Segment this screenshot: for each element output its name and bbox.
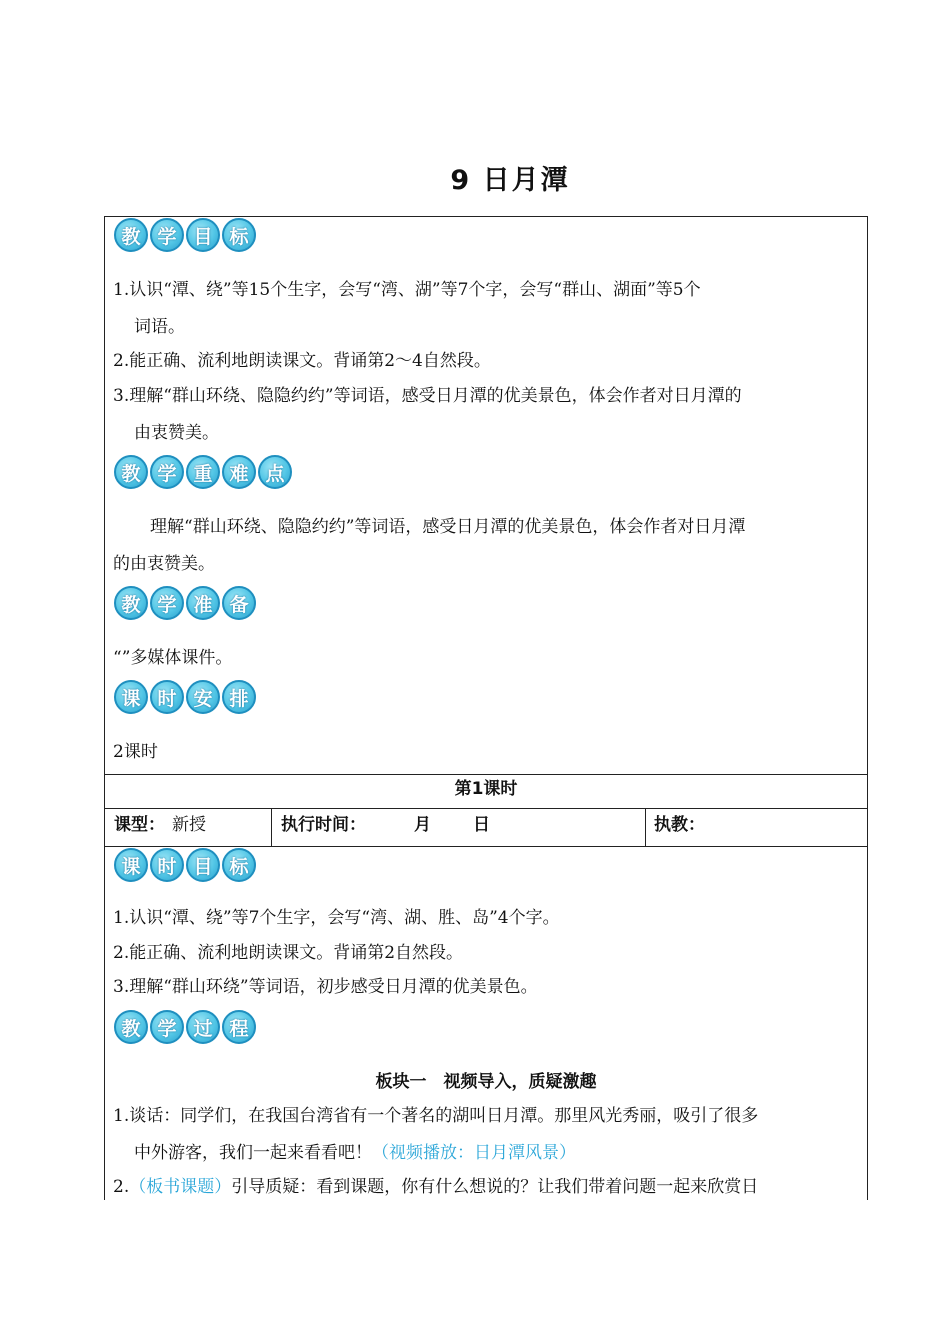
- prep-heading-badge: 教 学 准 备: [114, 586, 256, 622]
- board-note: （板书课题）: [129, 1177, 232, 1197]
- lesson-goal-item: 2.能正确、流利地朗读课文。背诵第2自然段。: [113, 943, 464, 963]
- divider: [271, 808, 272, 846]
- process-heading-badge: 教 学 过 程: [114, 1010, 256, 1046]
- schedule-heading-badge: 课 时 安 排: [114, 680, 256, 716]
- divider: [104, 846, 868, 847]
- goal-item-cont: 词语。: [134, 317, 185, 337]
- video-note: （视频播放：日月潭风景）: [372, 1143, 576, 1163]
- lesson-goals-heading-badge: 课 时 目 标: [114, 848, 256, 884]
- divider: [645, 808, 646, 846]
- schedule-text: 2课时: [113, 742, 158, 762]
- prep-text: “”多媒体课件。: [113, 648, 233, 668]
- process-step: 1.谈话：同学们，在我国台湾省有一个著名的湖叫日月潭。那里风光秀丽，吸引了很多: [113, 1106, 759, 1126]
- lesson-type-label: 课型：: [114, 815, 165, 835]
- process-step: 2.（板书课题）引导质疑：看到课题，你有什么想说的？让我们带着问题一起来欣赏日: [113, 1177, 759, 1197]
- process-step-cont: 中外游客，我们一起来看看吧！（视频播放：日月潭风景）: [134, 1143, 576, 1163]
- goals-heading-badge: 教 学 目 标: [114, 218, 256, 254]
- lesson-type-value: 新授: [172, 815, 206, 835]
- goal-item: 1.认识“潭、绕”等15个生字，会写“湾、湖”等7个字，会写“群山、湖面”等5个: [113, 280, 701, 300]
- page-title: 9 日月潭: [450, 165, 570, 196]
- keypoints-heading-badge: 教 学 重 难 点: [114, 455, 292, 491]
- keypoints-text-cont: 的由衷赞美。: [113, 554, 215, 574]
- goal-item: 3.理解“群山环绕、隐隐约约”等词语，感受日月潭的优美景色，体会作者对日月潭的: [113, 386, 742, 406]
- exec-month: 月: [414, 815, 431, 835]
- lesson-goal-item: 1.认识“潭、绕”等7个生字，会写“湾、湖、胜、岛”4个字。: [113, 908, 560, 928]
- exec-time-label: 执行时间：: [281, 815, 366, 835]
- divider: [104, 808, 868, 809]
- lesson-header: 第1课时: [454, 779, 518, 799]
- divider: [104, 774, 868, 775]
- lesson-goal-item: 3.理解“群山环绕”等词语，初步感受日月潭的优美景色。: [113, 977, 538, 997]
- block-title: 板块一 视频导入，质疑激趣: [375, 1072, 597, 1092]
- keypoints-text: 理解“群山环绕、隐隐约约”等词语，感受日月潭的优美景色，体会作者对日月潭: [150, 517, 746, 537]
- goal-item: 2.能正确、流利地朗读课文。背诵第2～4自然段。: [113, 351, 491, 371]
- goal-item-cont: 由衷赞美。: [134, 423, 219, 443]
- teacher-label: 执教：: [654, 815, 705, 835]
- exec-day: 日: [473, 815, 490, 835]
